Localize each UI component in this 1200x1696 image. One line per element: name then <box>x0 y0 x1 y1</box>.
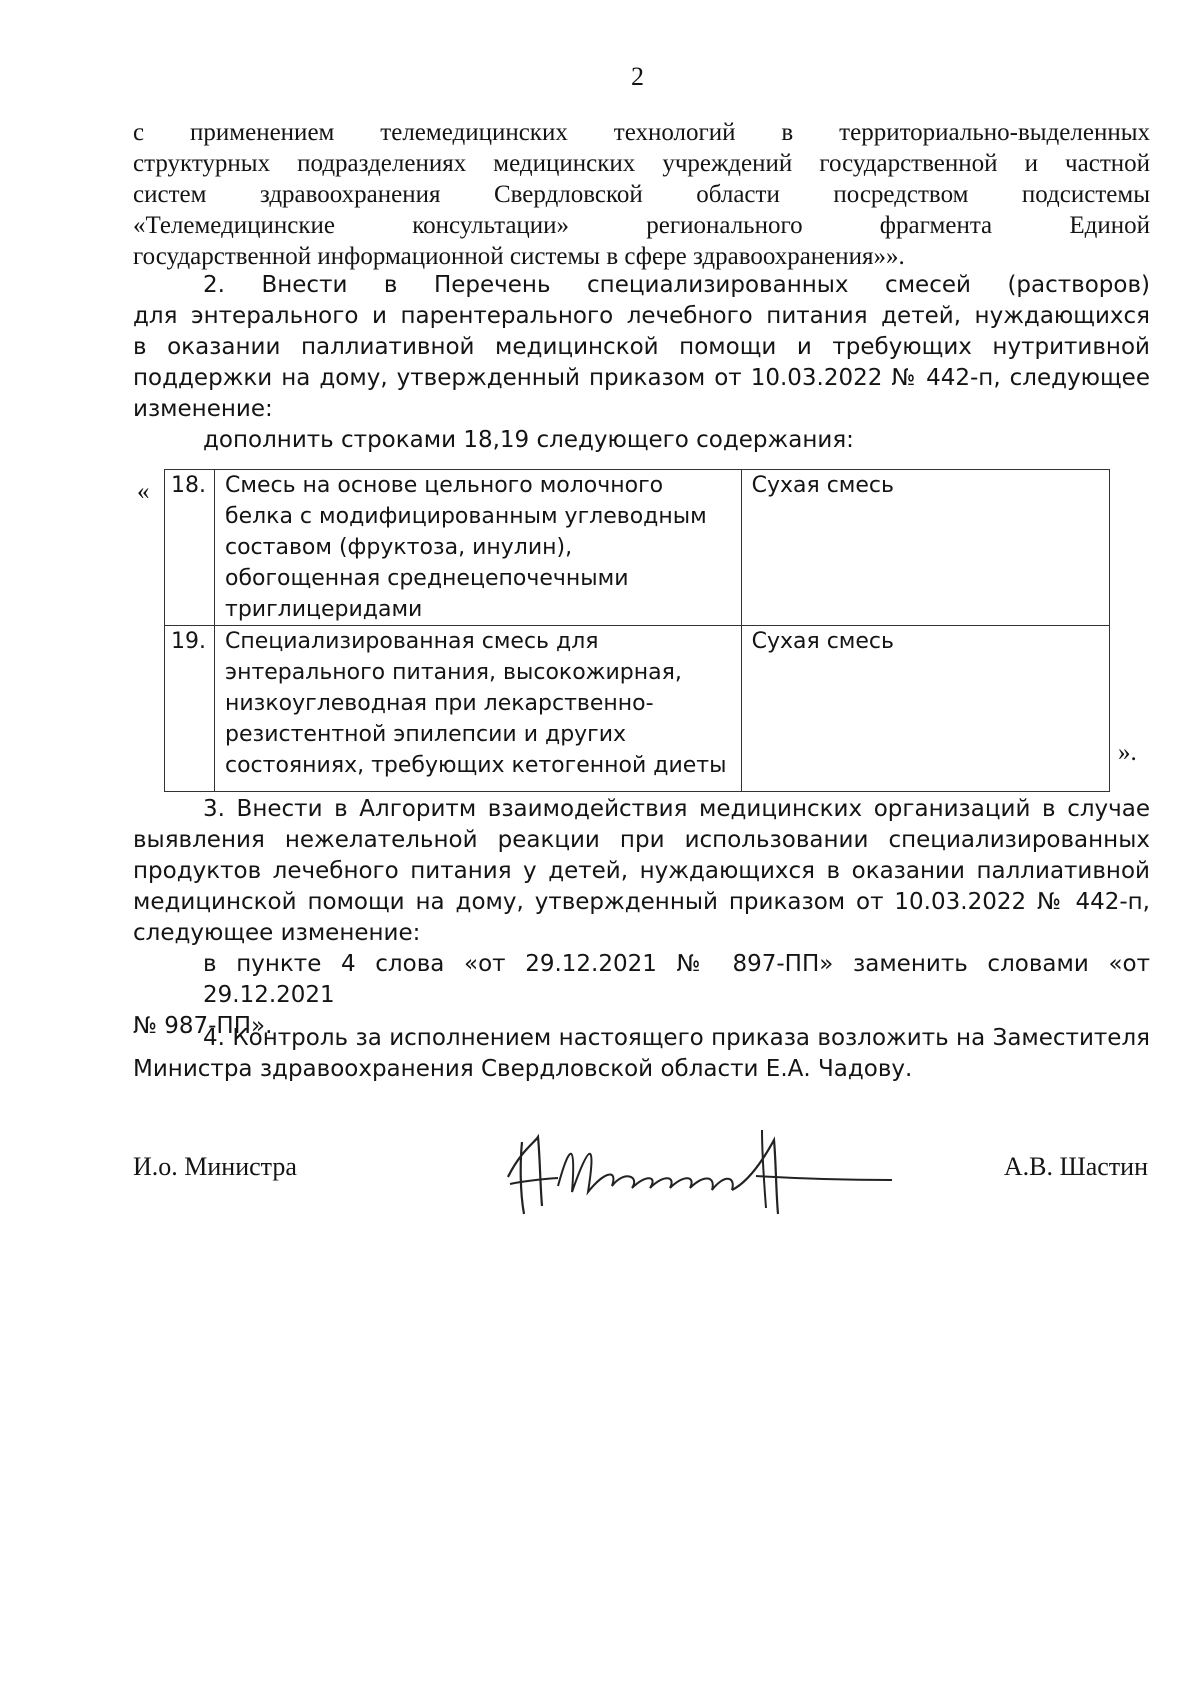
item-3-paragraph <box>133 794 1150 1042</box>
item-3-change-line: № 987-ПП». <box>133 1013 273 1039</box>
item-2-addition: дополнить строками 18,19 следующего содержания: <box>203 427 854 453</box>
item-2-line: 2. Внести в Перечень специализированных смесей (растворов) <box>203 272 1150 298</box>
intro-line: государственной информационной системы в сфере здравоохранения»». <box>133 243 905 270</box>
page-number: 2 <box>631 62 644 91</box>
item-3-change-line: в пункте 4 слова «от 29.12.2021 № 897-ПП» заменить словами «от 29.12.2021 <box>203 951 1150 1008</box>
item-3-line: медицинской помощи на дому, утвержденный приказом от 10.03.2022 № 442-п, <box>133 889 1150 915</box>
mixture-form: Сухая смесь <box>741 470 1109 626</box>
table-quote-close: ». <box>1118 739 1137 766</box>
item-4-line: 4. Контроль за исполнением настоящего приказа возложить на Заместителя <box>203 1025 1150 1051</box>
intro-line: «Телемедицинские консультации» регионального фрагмента Единой <box>133 212 1150 239</box>
table-quote-open: « <box>137 478 150 505</box>
signatory-position: И.о. Министра <box>133 1152 297 1181</box>
item-2-line: для энтерального и парентерального лечебного питания детей, нуждающихся <box>133 303 1150 329</box>
row-number: 19. <box>165 626 215 792</box>
item-3-line: 3. Внести в Алгоритм взаимодействия медицинских организаций в случае <box>203 796 1150 822</box>
table-row <box>165 626 1110 792</box>
item-2-line: в оказании паллиативной медицинской помощи и требующих нутритивной <box>133 334 1150 360</box>
table-row <box>165 470 1110 626</box>
item-3-line: следующее изменение: <box>133 920 421 946</box>
intro-line: структурных подразделениях медицинских учреждений государственной и частной <box>133 150 1150 177</box>
mixtures-table <box>164 469 1110 792</box>
handwritten-signature <box>500 1122 900 1222</box>
item-2-line: изменение: <box>133 396 273 422</box>
item-2-paragraph <box>133 270 1150 456</box>
mixture-name: Специализированная смесь для энтерального питания, высокожирная, низкоуглеводная при лекарственно-резистентной эпилепсии и других состояниях, требующих кетогенной диеты <box>215 626 742 792</box>
row-number: 18. <box>165 470 215 626</box>
mixture-name: Смесь на основе цельного молочного белка с модифицированным углеводным составом (фруктоза, инулин), обогощенная среднецепочечными триглицеридами <box>215 470 742 626</box>
item-3-line: продуктов лечебного питания у детей, нуждающихся в оказании паллиативной <box>133 858 1150 884</box>
item-4-line: Министра здравоохранения Свердловской области Е.А. Чадову. <box>133 1056 913 1082</box>
signatory-name: А.В. Шастин <box>1003 1152 1148 1181</box>
item-4-paragraph <box>133 1023 1150 1085</box>
intro-paragraph <box>133 117 1150 272</box>
intro-line: с применением телемедицинских технологий в территориально-выделенных <box>133 119 1150 146</box>
intro-line: систем здравоохранения Свердловской области посредством подсистемы <box>133 181 1150 208</box>
item-3-line: выявления нежелательной реакции при использовании специализированных <box>133 827 1150 853</box>
item-2-line: поддержки на дому, утвержденный приказом от 10.03.2022 № 442-п, следующее <box>133 365 1150 391</box>
mixture-form: Сухая смесь <box>741 626 1109 792</box>
